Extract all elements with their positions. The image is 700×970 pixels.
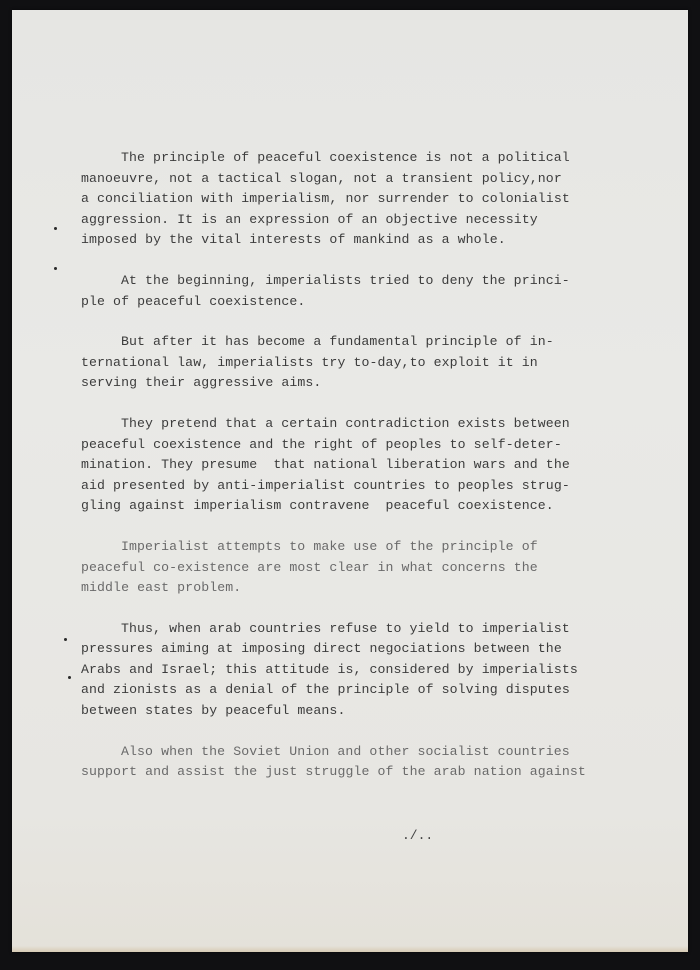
continuation-mark: ./.. — [402, 828, 434, 843]
text-line: At the beginning, imperialists tried to deny the princi- — [121, 272, 570, 288]
text-line: serving their aggressive aims. — [81, 375, 322, 391]
text-line: aggression. It is an expression of an objective necessity — [81, 211, 538, 227]
paragraph — [81, 537, 621, 599]
text-line: peaceful coexistence and the right of peoples to self-deter- — [81, 436, 562, 452]
text-line: pressures aiming at imposing direct negociations between the — [81, 641, 562, 657]
text-line: Also when the Soviet Union and other socialist countries — [121, 743, 570, 759]
paragraph — [81, 619, 621, 722]
text-line: middle east problem. — [81, 580, 242, 596]
text-line: Thus, when arab countries refuse to yield to imperialist — [121, 620, 570, 636]
text-line: peaceful co-existence are most clear in what concerns the — [81, 559, 538, 575]
margin-mark — [54, 267, 57, 270]
text-line: mination. They presume that national liberation wars and the — [81, 457, 570, 473]
text-line: ternational law, imperialists try to-day,to exploit it in — [81, 354, 538, 370]
text-line: But after it has become a fundamental principle of in- — [121, 334, 554, 350]
text-line: Arabs and Israel; this attitude is, considered by imperialists — [81, 661, 578, 677]
paragraph — [81, 148, 621, 251]
typewritten-page — [12, 10, 688, 952]
margin-mark — [64, 638, 67, 641]
paragraph — [81, 332, 621, 394]
paragraph — [81, 414, 621, 517]
text-line: ple of peaceful coexistence. — [81, 293, 306, 309]
text-line: aid presented by anti-imperialist countries to peoples strug- — [81, 477, 570, 493]
text-line: manoeuvre, not a tactical slogan, not a transient policy,nor — [81, 170, 562, 186]
text-line: support and assist the just struggle of the arab nation against — [81, 764, 586, 780]
paragraph — [81, 742, 621, 783]
text-line: Imperialist attempts to make use of the principle of — [121, 538, 538, 554]
text-line: between states by peaceful means. — [81, 703, 346, 719]
text-line: The principle of peaceful coexistence is not a political — [121, 150, 570, 165]
text-line: They pretend that a certain contradiction exists between — [121, 415, 570, 431]
margin-mark — [68, 676, 71, 679]
text-line: imposed by the vital interests of mankind as a whole. — [81, 232, 506, 248]
text-line: gling against imperialism contravene peaceful coexistence. — [81, 498, 554, 514]
paragraph — [81, 271, 621, 312]
text-line: and zionists as a denial of the principle of solving disputes — [81, 682, 570, 698]
margin-mark — [54, 227, 57, 230]
document-body — [81, 148, 621, 803]
text-line: a conciliation with imperialism, nor surrender to colonialist — [81, 191, 570, 207]
